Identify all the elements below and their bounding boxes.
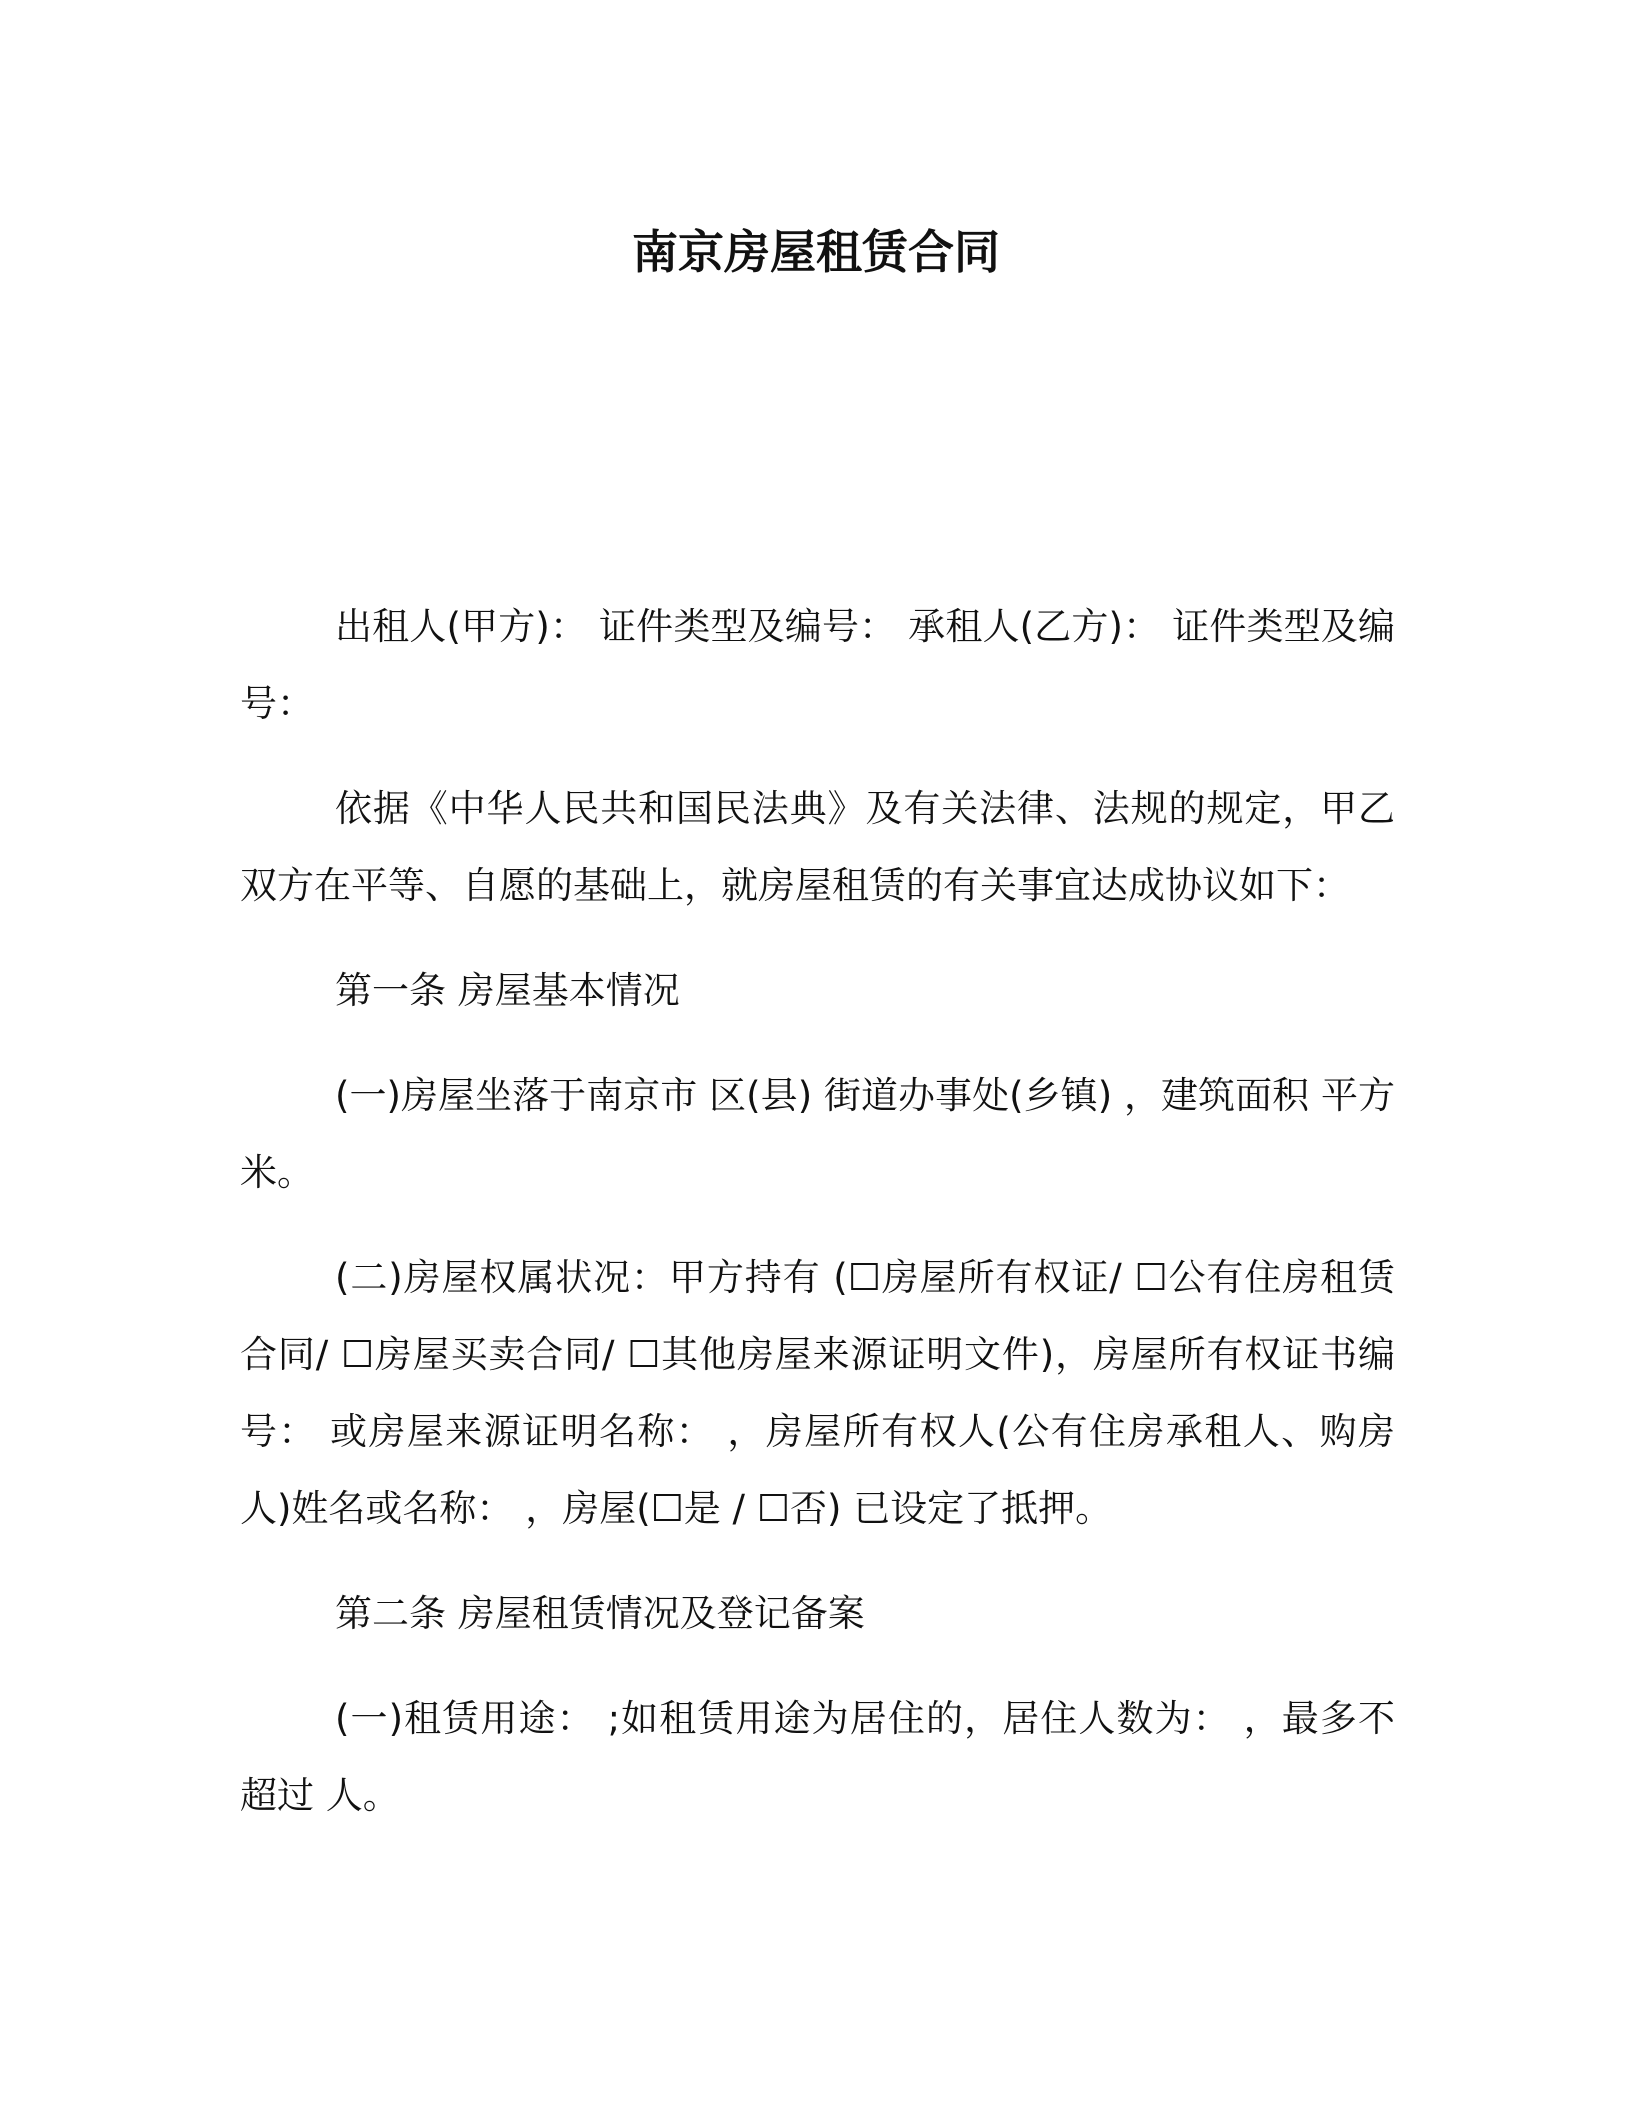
document-body (240, 588, 1395, 1862)
article-1-clause-2: (二)房屋权属状况：甲方持有 (☐房屋所有权证/ ☐公有住房租赁合同/ ☐房屋买卖合同/ ☐其他房屋来源证明文件)，房屋所有权证书编号： 或房屋来源证明名称： ，房屋所有权人(公有住房承租人、购房人)姓名或名称： ，房屋(☐是 / ☐否) 已设定了抵押。 (240, 1256, 1395, 1530)
document-title: 南京房屋租赁合同 (632, 225, 1000, 279)
preamble-paragraph: 依据《中华人民共和国民法典》及有关法律、法规的规定，甲乙双方在平等、自愿的基础上，就房屋租赁的有关事宜达成协议如下： (240, 787, 1395, 907)
article-1-clause-1: (一)房屋坐落于南京市 区(县) 街道办事处(乡镇) ，建筑面积 平方米。 (240, 1074, 1395, 1194)
article-2-heading: 第二条 房屋租赁情况及登记备案 (335, 1592, 865, 1635)
parties-paragraph: 出租人(甲方)： 证件类型及编号： 承租人(乙方)： 证件类型及编号： (240, 605, 1395, 725)
article-1-heading: 第一条 房屋基本情况 (335, 969, 680, 1012)
article-2-clause-1: (一)租赁用途： ;如租赁用途为居住的，居住人数为： ，最多不超过 人。 (240, 1697, 1395, 1817)
